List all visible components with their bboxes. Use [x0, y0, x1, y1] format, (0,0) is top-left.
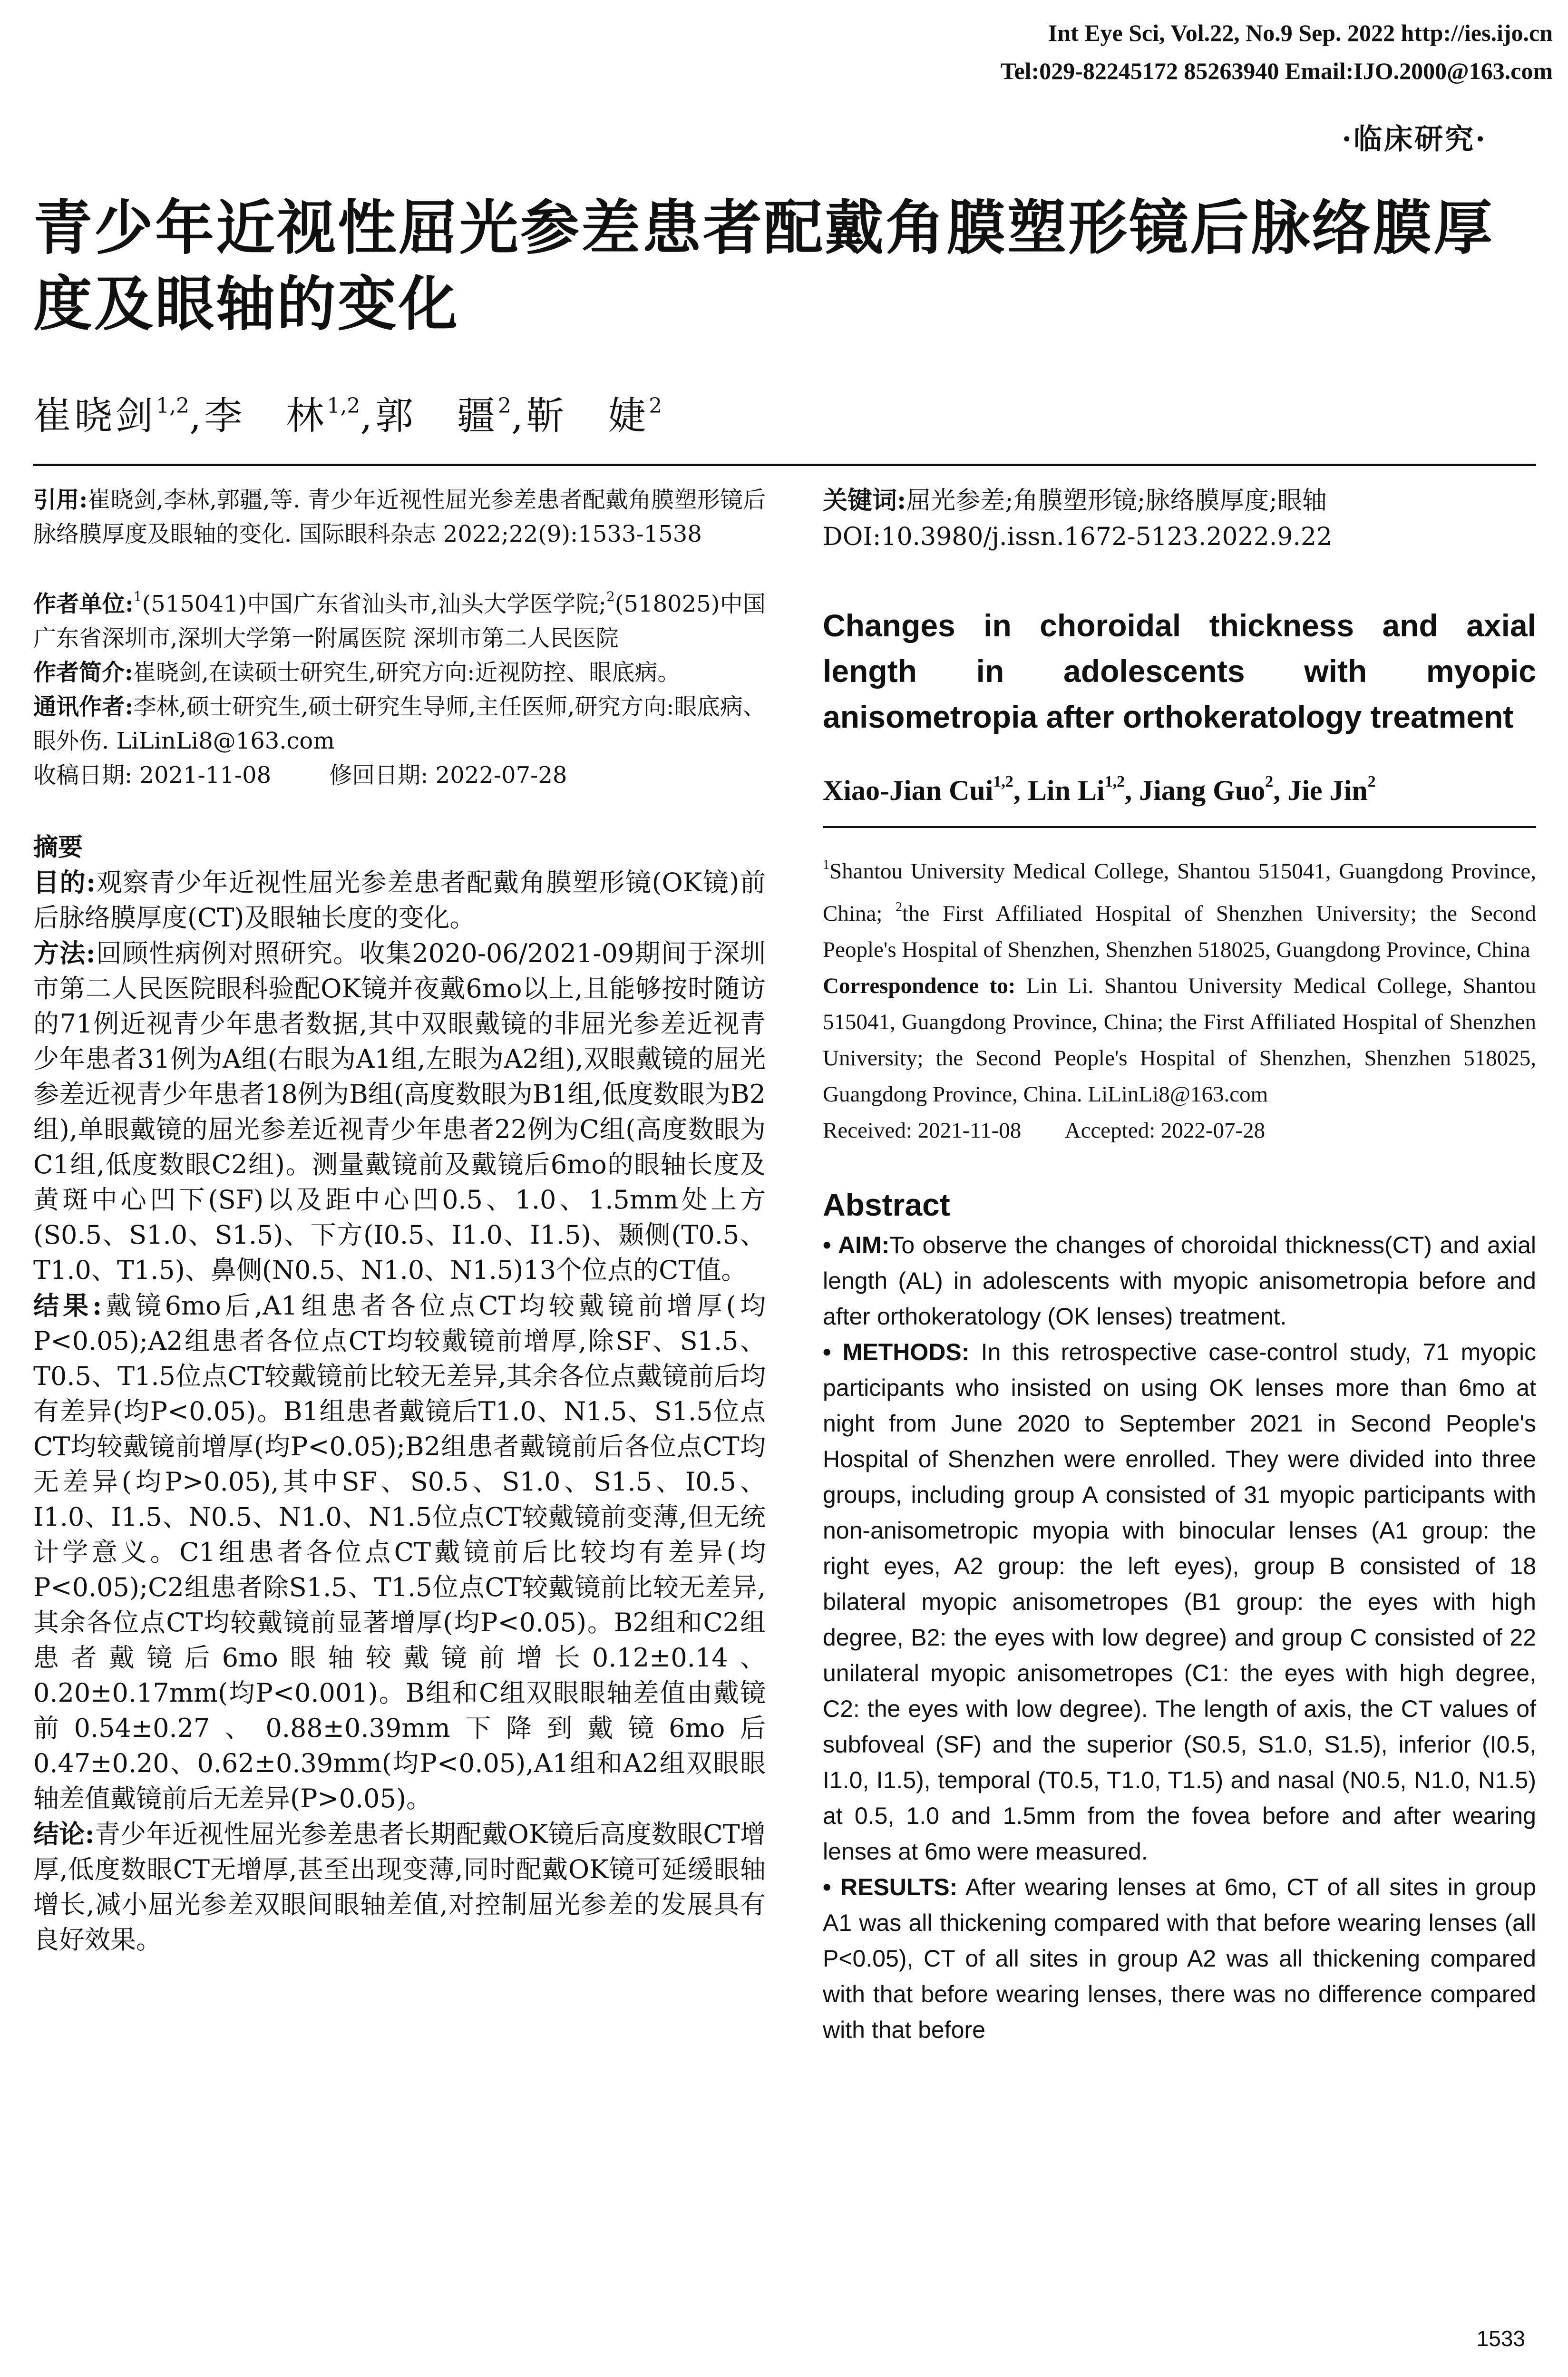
dates-cn: 收稿日期: 2021-11-08 修回日期: 2022-07-28: [33, 762, 567, 789]
methods-label: 方法:: [33, 938, 96, 968]
author-affil-en: 2: [1265, 773, 1274, 790]
journal-header: Int Eye Sci, Vol.22, No.9 Sep. 2022 http://ies.ijo.cn: [1048, 19, 1553, 46]
abstract-conclusion: [33, 1816, 766, 1958]
abstract-heading-cn: 摘要: [33, 833, 83, 862]
author-list: 崔晓剑$^{1,2}$,李 林$^{1,2}$,郭 疆$^2$,靳 婕$^2$: [33, 394, 662, 438]
author-name: 李 林: [204, 394, 327, 438]
affiliation-en-text: the First Affiliated Hospital of Shenzhen University; the Second People's Hospital of Shenzhen, Shenzhen 518025, Guangdong Province, China: [823, 901, 1536, 962]
keywords-text: 屈光参差;角膜塑形镜;脉络膜厚度;眼轴: [906, 487, 1327, 515]
affiliation-en: [823, 847, 1536, 1149]
affil-sup: 2: [606, 589, 615, 604]
correspondence-label: Correspondence to:: [823, 974, 1016, 998]
affiliation-label: 作者单位:: [33, 591, 134, 617]
bio-text: 崔晓剑,在读硕士研究生,研究方向:近视防控、眼底病。: [133, 659, 681, 686]
author-name: 郭 疆: [375, 394, 498, 438]
affiliation-text: (518025)中国广东省深圳市,深圳大学第一附属医院 深圳市第二人民医院: [33, 591, 766, 652]
abstract-en-methods: [823, 1335, 1536, 1870]
author-list-en: Xiao-Jian Cui$^{1,2}$, Lin Li$^{1,2}$, Jiang Guo$^2$, Jie Jin$^2$: [823, 773, 1376, 806]
aim-text-en: To observe the changes of choroidal thickness(CT) and axial length (AL) in adolescents with myopic anisometropia before and after orthokeratology (OK lenses) treatment.: [823, 1232, 1537, 1330]
aim-label-en: • AIM:: [823, 1232, 890, 1258]
methods-text-en: In this retrospective case-control study, 71 myopic participants who insisted on using OK lenses more than 6mo at night from June 2020 to September 2021 in Second People's Hospital of Shenzhen were enrolled. They were divided into three groups, including group A consisted of 31 myopic participants with non-anisometropic myopia with binocular lenses (A1 group: the right eyes, A2 group: the left eyes), group B consisted of 18 bilateral myopic anisometropes (B1 group: the eyes with high degree, B2: the eyes with low degree) and group C consisted of 22 unilateral myopic anisometropes (C1: the eyes with high degree, C2: the eyes with low degree). The length of axis, the CT values of subfoveal (SF) and the superior (S0.5, S1.0, S1.5), inferior (I0.5, I1.0, I1.5), temporal (T0.5, T1.0, T1.5) and nasal (N0.5, N1.0, N1.5) at 0.5, 1.0 and 1.5mm from the fovea before and after wearing lenses at 6mo were measured.: [823, 1339, 1536, 1865]
aim-text: 观察青少年近视性屈光参差患者配戴角膜塑形镜(OK镜)前后脉络膜厚度(CT)及眼轴长度的变化。: [33, 867, 766, 933]
abstract-methods: [33, 935, 766, 1288]
correspondence-text: Lin Li. Shantou University Medical College, Shantou 515041, Guangdong Province, China; the First Affiliated Hospital of Shenzhen University; the Second People's Hospital of Shenzhen, Shenzhen 518025, Guangdong Province, China. LiLinLi8@163.com: [823, 974, 1536, 1107]
aim-label: 目的:: [33, 867, 96, 897]
abstract-cn: [33, 865, 766, 1958]
right-column: [823, 483, 1536, 2048]
keywords-label: 关键词:: [823, 486, 906, 515]
abstract-heading-en: Abstract: [823, 1187, 950, 1222]
results-label: 结果:: [33, 1290, 102, 1321]
bio-label: 作者简介:: [33, 659, 133, 686]
conclusion-label: 结论:: [33, 1819, 95, 1849]
author-affil: 1,2: [156, 394, 189, 418]
affiliation-cn: [33, 580, 766, 655]
author-name: 崔晓剑: [33, 394, 156, 438]
title-divider: [33, 464, 1536, 466]
affil-sup: 1: [133, 589, 142, 604]
corresponding-author: [33, 690, 766, 758]
author-affil-en: 1,2: [993, 773, 1013, 790]
section-label: ·临床研究·: [1342, 123, 1487, 156]
page-number: 1533: [1476, 2326, 1525, 2351]
results-text-en: After wearing lenses at 6mo, CT of all sites in group A1 was all thickening compared with that before wearing lenses (all P<0.05), CT of all sites in group A2 was all thickening compared with that before wearing lenses, there was no difference compared with that before: [823, 1874, 1536, 2043]
author-affil-en: 1,2: [1104, 773, 1125, 790]
affil-sup-en: 1: [823, 857, 829, 872]
abstract-en-aim: [823, 1227, 1536, 1335]
author-affil: 2: [497, 394, 511, 418]
left-column: [33, 483, 766, 1958]
results-label-en: • RESULTS:: [823, 1874, 958, 1900]
doi: DOI:10.3980/j.issn.1672-5123.2022.9.22: [823, 523, 1333, 551]
citation-label: 引用:: [33, 487, 88, 513]
affiliation-text: (515041)中国广东省汕头市,汕头大学医学院;: [142, 591, 606, 617]
affiliation-en-text: Shantou University Medical College, Shantou 515041, Guangdong Province, China;: [823, 859, 1536, 926]
author-name-en: Xiao-Jian Cui: [823, 775, 993, 806]
results-text: 戴镜6mo后,A1组患者各位点CT均较戴镜前增厚(均P<0.05);A2组患者各位点CT均较戴镜前增厚,除SF、S1.5、T0.5、T1.5位点CT较戴镜前比较无差异,其余各位点戴镜前后均有差异(均P<0.05)。B1组患者戴镜后T1.0、N1.5、S1.5位点CT均较戴镜前增厚(均P<0.05);B2组患者戴镜前后各位点CT均无差异(均P>0.05),其中SF、S0.5、S1.0、S1.5、I0.5、I1.0、I1.5、N0.5、N1.0、N1.5位点CT较戴镜前变薄,但无统计学意义。C1组患者各位点CT戴镜前后比较均有差异(均P<0.05);C2组患者除S1.5、T1.5位点CT较戴镜前比较无差异,其余各位点CT均较戴镜前显著增厚(均P<0.05)。B2组和C2组患者戴镜后6mo眼轴较戴镜前增长0.12±0.14、0.20±0.17mm(均P<0.001)。B组和C组双眼眼轴差值由戴镜前0.54±0.27、0.88±0.39mm下降到戴镜6mo后0.47±0.20、0.62±0.39mm(均P<0.05),A1组和A2组双眼眼轴差值戴镜前后无差异(P>0.05)。: [33, 1291, 766, 1813]
corresponding-text: 李林,硕士研究生,硕士研究生导师,主任医师,研究方向:眼底病、眼外伤. LiLinLi8@163.com: [33, 693, 766, 754]
author-affil-en: 2: [1367, 773, 1376, 790]
article-title-en: Changes in choroidal thickness and axial length in adolescents with myopic anisometropia after orthokeratology treatment: [823, 608, 1536, 734]
keywords-cn: [823, 483, 1536, 519]
author-affil: 2: [649, 394, 662, 418]
abstract-en: [823, 1227, 1536, 2048]
conclusion-text: 青少年近视性屈光参差患者长期配戴OK镜后高度数眼CT增厚,低度数眼CT无增厚,甚至出现变薄,同时配戴OK镜可延缓眼轴增长,减小屈光参差双眼间眼轴差值,对控制屈光参差的发展具有良好效果。: [33, 1819, 766, 1955]
author-name-en: Lin Li: [1027, 775, 1105, 806]
author-name-en: Jiang Guo: [1139, 775, 1266, 806]
author-name: 靳 婕: [526, 394, 649, 438]
citation-text: 崔晓剑,李林,郭疆,等. 青少年近视性屈光参差患者配戴角膜塑形镜后脉络膜厚度及眼轴的变化. 国际眼科杂志 2022;22(9):1533-1538: [33, 487, 766, 547]
author-bio: [33, 655, 766, 690]
citation: [33, 483, 766, 551]
abstract-aim: [33, 865, 766, 935]
dates-en: Received: 2021-11-08 Accepted: 2022-07-28: [823, 1118, 1266, 1143]
methods-text: 回顾性病例对照研究。收集2020-06/2021-09期间于深圳市第二人民医院眼科验配OK镜并夜戴6mo以上,且能够按时随访的71例近视青少年患者数据,其中双眼戴镜的非屈光参差近视青少年患者31例为A组(右眼为A1组,左眼为A2组),双眼戴镜的屈光参差近视青少年患者18例为B组(高度数眼为B1组,低度数眼为B2组),单眼戴镜的屈光参差近视青少年患者22例为C组(高度数眼为C1组,低度数眼C2组)。测量戴镜前及戴镜后6mo的眼轴长度及黄斑中心凹下(SF)以及距中心凹0.5、1.0、1.5mm处上方(S0.5、S1.0、S1.5)、下方(I0.5、I1.0、I1.5)、颞侧(T0.5、T1.0、T1.5)、鼻侧(N0.5、N1.0、N1.5)13个位点的CT值。: [33, 938, 766, 1285]
abstract-en-results: [823, 1870, 1536, 2048]
journal-contact: Tel:029-82245172 85263940 Email:IJO.2000@163.com: [1000, 58, 1553, 84]
en-divider: [823, 826, 1536, 828]
article-title: 青少年近视性屈光参差患者配戴角膜塑形镜后脉络膜厚度及眼轴的变化: [33, 194, 1495, 339]
abstract-results: [33, 1288, 766, 1816]
corresponding-label: 通讯作者:: [33, 693, 134, 720]
methods-label-en: • METHODS:: [823, 1339, 970, 1365]
author-name-en: Jie Jin: [1287, 775, 1368, 806]
affil-sup-en: 2: [896, 900, 903, 915]
author-affil: 1,2: [327, 394, 360, 418]
